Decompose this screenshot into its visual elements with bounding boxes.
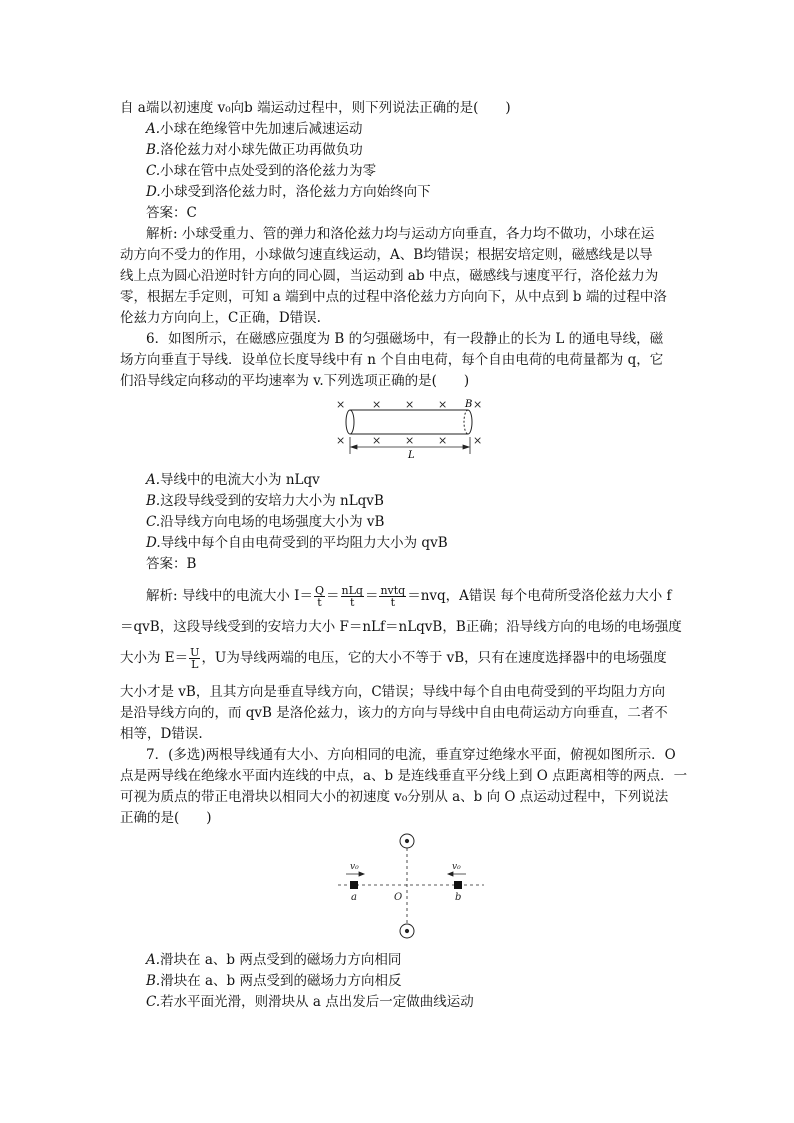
q6-analysis-line: ＝qvB，这段导线受到的安培力大小 F＝nLf＝nLqvB，B正确；沿导线方向的电场的电场强度 (120, 619, 682, 635)
field-cross: × (336, 434, 346, 447)
q5-option-d: D.小球受到洛伦兹力时，洛伦兹力方向始终向下 (146, 184, 431, 200)
q6-analysis-line-1: 解析: 导线中的电流大小 I＝ $\frac{Q}{t}$ ＝ $\frac{\text{nLq}}{t}$ ＝ $\frac{\text{nvtq}}{t}$ ＝nvq，A错误 每个电荷所受洛伦兹力大小 f (146, 584, 672, 609)
fraction-nlq-over-t: $\frac{\text{nLq}}{t}$ (341, 584, 363, 609)
fraction-nvtq-over-t: $\frac{\text{nvtq}}{t}$ (380, 584, 406, 609)
q6-conductor-figure (330, 392, 490, 462)
velocity-label-b: v₀ (452, 862, 461, 872)
point-label-b: b (455, 892, 462, 903)
velocity-label-a: v₀ (350, 862, 359, 872)
field-cross: × (372, 398, 382, 411)
field-cross: × (438, 398, 448, 411)
q7-stem-line: 正确的是( ) (120, 810, 212, 826)
q6-stem-line: 们沿导线定向移动的平均速率为 v.下列选项正确的是( ) (120, 373, 470, 389)
field-cross: × (473, 398, 483, 411)
q6-analysis-line: 大小才是 vB，且其方向是垂直导线方向，C错误；导线中每个自由电荷受到的平均阻力方向 (120, 684, 666, 700)
field-cross: × (336, 398, 346, 411)
q7-wires-figure (330, 830, 500, 945)
upper-wire-current-out-icon (400, 834, 414, 848)
field-cross: × (438, 434, 448, 447)
q6-analysis-line: 是沿导线方向的，而 qvB 是洛伦兹力，该力的方向与导线中自由电荷运动方向垂直，二者不 (120, 705, 668, 721)
length-label-l: L (408, 450, 415, 461)
point-label-o: O (394, 892, 403, 903)
q6-analysis-line-3: 大小为 E＝ $\frac{U}{L}$ ，U为导线两端的电压，它的大小不等于 vB，只有在速度选择器中的电场强度 (120, 646, 667, 671)
field-label-b: B (465, 399, 473, 410)
q7-option-b: B.滑块在 a、b 两点受到的磁场力方向相反 (146, 973, 402, 989)
q5-answer: 答案：C (146, 205, 197, 221)
q6-stem-line: 6．如图所示，在磁感应强度为 B 的匀强磁场中，有一段静止的长为 L 的通电导线，磁 (146, 331, 664, 347)
field-cross: × (473, 434, 483, 447)
velocity-arrow-b (448, 872, 466, 876)
field-cross: × (405, 434, 415, 447)
q5-analysis-line: 零，根据左手定则，可知 a 端到中点的过程中洛伦兹力方向向下，从中点到 b 端的过程中洛 (120, 289, 667, 305)
q6-stem-line: 场方向垂直于导线．设单位长度导线中有 n 个自由电荷，每个自由电荷的电荷量都为 q，它 (120, 352, 664, 368)
q7-stem-line: 可视为质点的带正电滑块以相同大小的初速度 v₀分别从 a、b 向 O 点运动过程中，下列说法 (120, 789, 669, 805)
q6-option-a: A.导线中的电流大小为 nLqv (146, 472, 320, 488)
q6-answer: 答案：B (146, 556, 197, 572)
q6-option-c: C.沿导线方向电场的电场强度大小为 vB (146, 514, 385, 530)
slider-block-a (350, 881, 358, 889)
q6-analysis-line: 相等，D错误. (120, 726, 203, 742)
wire-cylinder (346, 410, 472, 434)
velocity-arrow-a (346, 872, 364, 876)
q5-analysis-line: 动方向不受力的作用，小球做匀速直线运动，A、B均错误；根据安培定则，磁感线是以导 (120, 247, 653, 263)
slider-block-b (454, 881, 462, 889)
q7-option-a: A.滑块在 a、b 两点受到的磁场力方向相同 (146, 952, 402, 968)
q7-stem-line: 点是两导线在绝缘水平面内连线的中点，a、b 是连线垂直平分线上到 O 点距离相等的两点．一 (120, 768, 688, 784)
field-cross: × (372, 434, 382, 447)
q5-analysis-line: 线上点为圆心沿逆时针方向的同心圆，当运动到 ab 中点，磁感线与速度平行，洛伦兹力为 (120, 268, 659, 284)
q6-option-d: D.导线中每个自由电荷受到的平均阻力大小为 qvB (146, 535, 448, 551)
q7-stem-line: 7．(多选)两根导线通有大小、方向相同的电流，垂直穿过绝缘水平面，俯视如图所示．O (146, 747, 676, 763)
fraction-q-over-t: $\frac{Q}{t}$ (314, 584, 324, 609)
q5-option-c: C.小球在管中点处受到的洛伦兹力为零 (146, 163, 377, 179)
q5-option-a: A.小球在绝缘管中先加速后减速运动 (146, 121, 363, 137)
fraction-u-over-l: $\frac{U}{L}$ (190, 646, 200, 671)
q5-analysis-line: 解析: 小球受重力、管的弹力和洛伦兹力均与运动方向垂直，各力均不做功，小球在运 (146, 226, 655, 242)
point-label-a: a (351, 892, 357, 903)
q6-option-b: B.这段导线受到的安培力大小为 nLqvB (146, 493, 384, 509)
field-cross: × (405, 398, 415, 411)
q5-stem: 自 a端以初速度 v₀向b 端运动过程中，则下列说法正确的是( ) (120, 100, 511, 116)
q7-option-c: C.若水平面光滑，则滑块从 a 点出发后一定做曲线运动 (146, 994, 474, 1010)
q5-option-b: B.洛伦兹力对小球先做正功再做负功 (146, 142, 363, 158)
q5-analysis-line: 伦兹力方向向上，C正确，D错误. (120, 310, 321, 326)
lower-wire-current-out-icon (400, 924, 414, 938)
